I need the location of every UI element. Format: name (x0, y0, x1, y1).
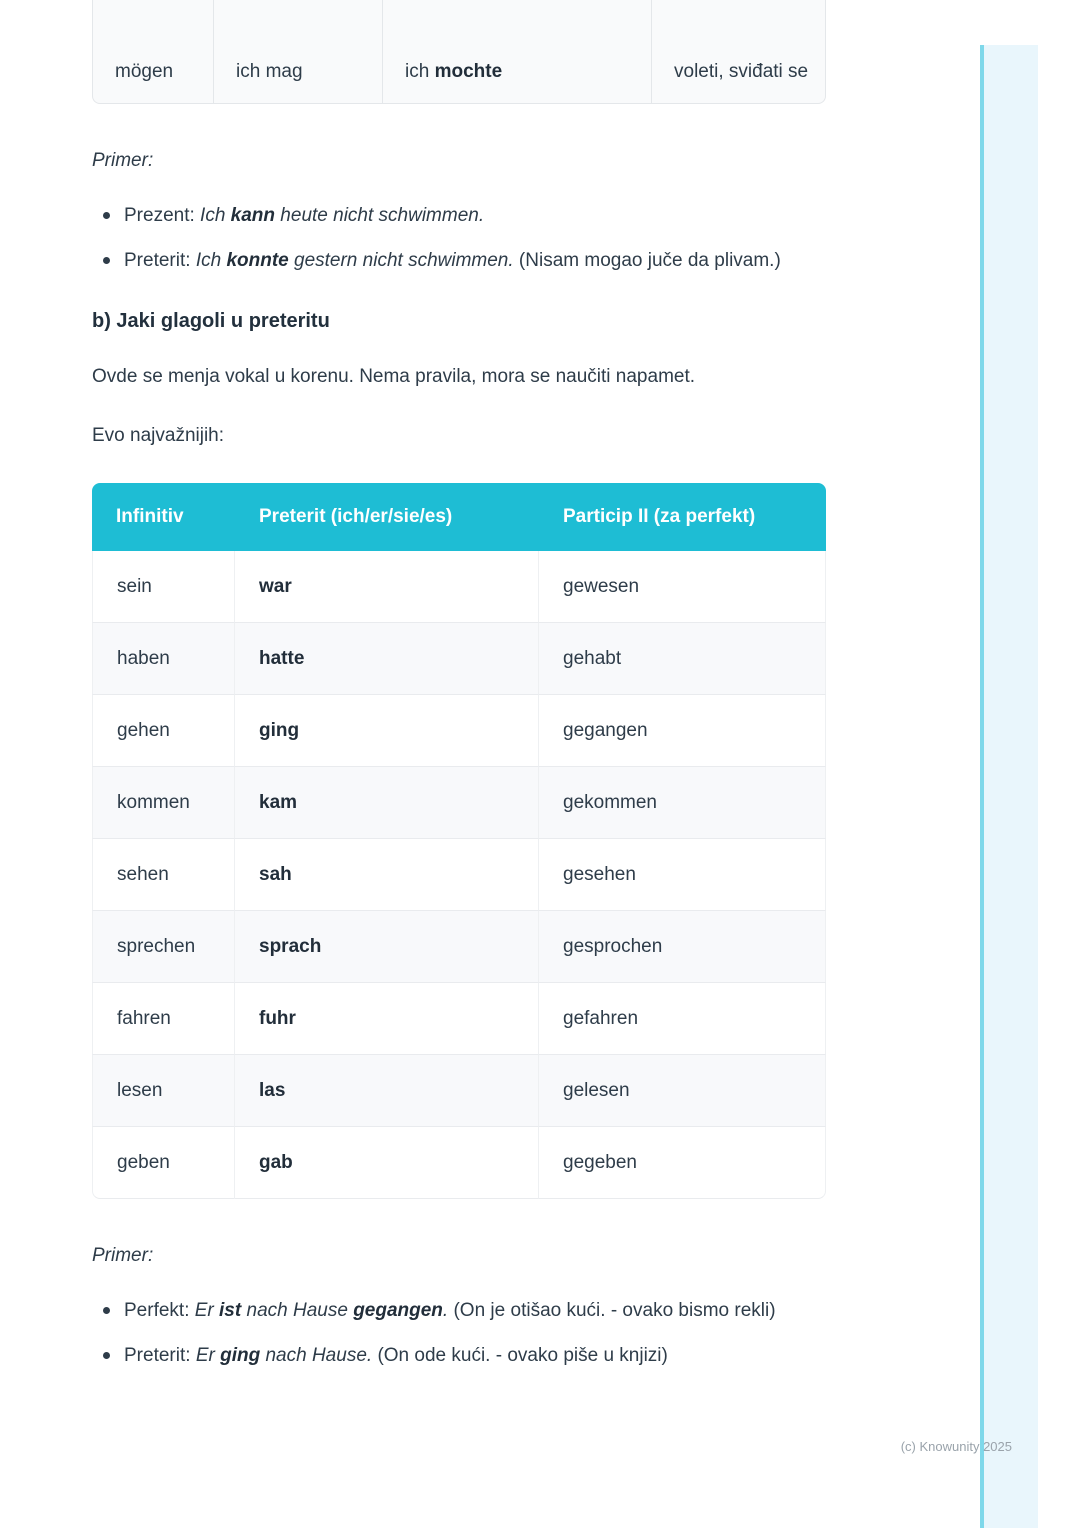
text-run: . (442, 1300, 449, 1321)
table-header-cell: Preterit (ich/er/sie/es) (235, 483, 539, 551)
table-cell: gegeben (539, 1127, 826, 1199)
table-intro: Evo najvažnijih: (92, 425, 225, 446)
example-label: Primer: (92, 150, 154, 171)
table-cell: sprach (235, 911, 539, 983)
table-header-cell: Infinitiv (92, 483, 235, 551)
text-run: nach Hause (241, 1300, 354, 1321)
text-run: ging (220, 1345, 261, 1366)
table-cell: gelesen (539, 1055, 826, 1127)
table-cell: hatte (235, 623, 539, 695)
table-cell: geben (92, 1127, 235, 1199)
table-cell: gab (235, 1127, 539, 1199)
text-run: Prezent: (124, 205, 201, 226)
table-row (92, 983, 826, 1055)
table-cell: sehen (92, 839, 235, 911)
text-run: heute nicht schwimmen. (275, 205, 485, 226)
table-cell: gewesen (539, 551, 826, 623)
table-cell: ging (235, 695, 539, 767)
text-run: ich mag (236, 61, 303, 82)
text-run: (On je otišao kući. - ovako bismo rekli) (448, 1300, 776, 1321)
list-item (92, 1340, 826, 1371)
table-header-cell: Particip II (za perfekt) (539, 483, 826, 551)
table-header-row (92, 483, 826, 551)
table-cell: gegangen (539, 695, 826, 767)
text-run: Er (195, 1345, 221, 1366)
copyright-note: (c) Knowunity 2025 (900, 1439, 1012, 1454)
table-cell: gefahren (539, 983, 826, 1055)
text-run: Preterit: (124, 1345, 196, 1366)
text-run: Perfekt: (124, 1300, 195, 1321)
list-item (92, 1295, 826, 1326)
text-run: mochte (434, 61, 503, 82)
text-run: ist (219, 1300, 242, 1321)
table-row (92, 0, 826, 104)
table-cell: kam (235, 767, 539, 839)
side-panel (980, 45, 1038, 1528)
table-cell (214, 0, 383, 104)
text-run: kann (230, 205, 276, 226)
section-heading: b) Jaki glagoli u preteritu (92, 310, 330, 332)
table-cell: las (235, 1055, 539, 1127)
modal-verbs-table (92, 0, 826, 104)
text-run: Ich (200, 205, 231, 226)
table-row (92, 695, 826, 767)
table-row (92, 911, 826, 983)
document-content (92, 0, 826, 1385)
table-cell (652, 0, 826, 104)
table-cell: lesen (92, 1055, 235, 1127)
table-row (92, 623, 826, 695)
text-run: nach Hause. (260, 1345, 373, 1366)
table-cell: sah (235, 839, 539, 911)
table-cell: gekommen (539, 767, 826, 839)
text-run: ich (405, 61, 435, 82)
table-cell: gesehen (539, 839, 826, 911)
text-run: konnte (226, 250, 289, 271)
strong-verbs-table (92, 483, 826, 1199)
table-cell: gehabt (539, 623, 826, 695)
section-paragraph: Ovde se menja vokal u korenu. Nema pravila, mora se naučiti napamet. (92, 366, 696, 387)
text-run: voleti, sviđati se (674, 61, 809, 82)
table-cell: gesprochen (539, 911, 826, 983)
example-list (92, 1295, 826, 1371)
text-run: (Nisam mogao juče da plivam.) (513, 250, 781, 271)
table-cell: gehen (92, 695, 235, 767)
text-run: mögen (115, 61, 174, 82)
table-cell: war (235, 551, 539, 623)
text-run: Ich (195, 250, 227, 271)
table-cell: sein (92, 551, 235, 623)
list-item (92, 245, 826, 276)
table-row (92, 551, 826, 623)
table-row (92, 1127, 826, 1199)
example-label: Primer: (92, 1245, 154, 1266)
table-cell: haben (92, 623, 235, 695)
text-run: Preterit: (124, 250, 196, 271)
example-list (92, 200, 826, 276)
table-row (92, 767, 826, 839)
text-run: Er (194, 1300, 220, 1321)
table-cell (92, 0, 214, 104)
table-cell: fahren (92, 983, 235, 1055)
text-run: gestern nicht schwimmen. (288, 250, 514, 271)
table-cell: fuhr (235, 983, 539, 1055)
table-cell (383, 0, 652, 104)
list-item (92, 200, 826, 231)
text-run: (On ode kući. - ovako piše u knjizi) (372, 1345, 668, 1366)
table-row (92, 1055, 826, 1127)
text-run: gegangen (353, 1300, 443, 1321)
table-cell: sprechen (92, 911, 235, 983)
table-row (92, 839, 826, 911)
table-cell: kommen (92, 767, 235, 839)
